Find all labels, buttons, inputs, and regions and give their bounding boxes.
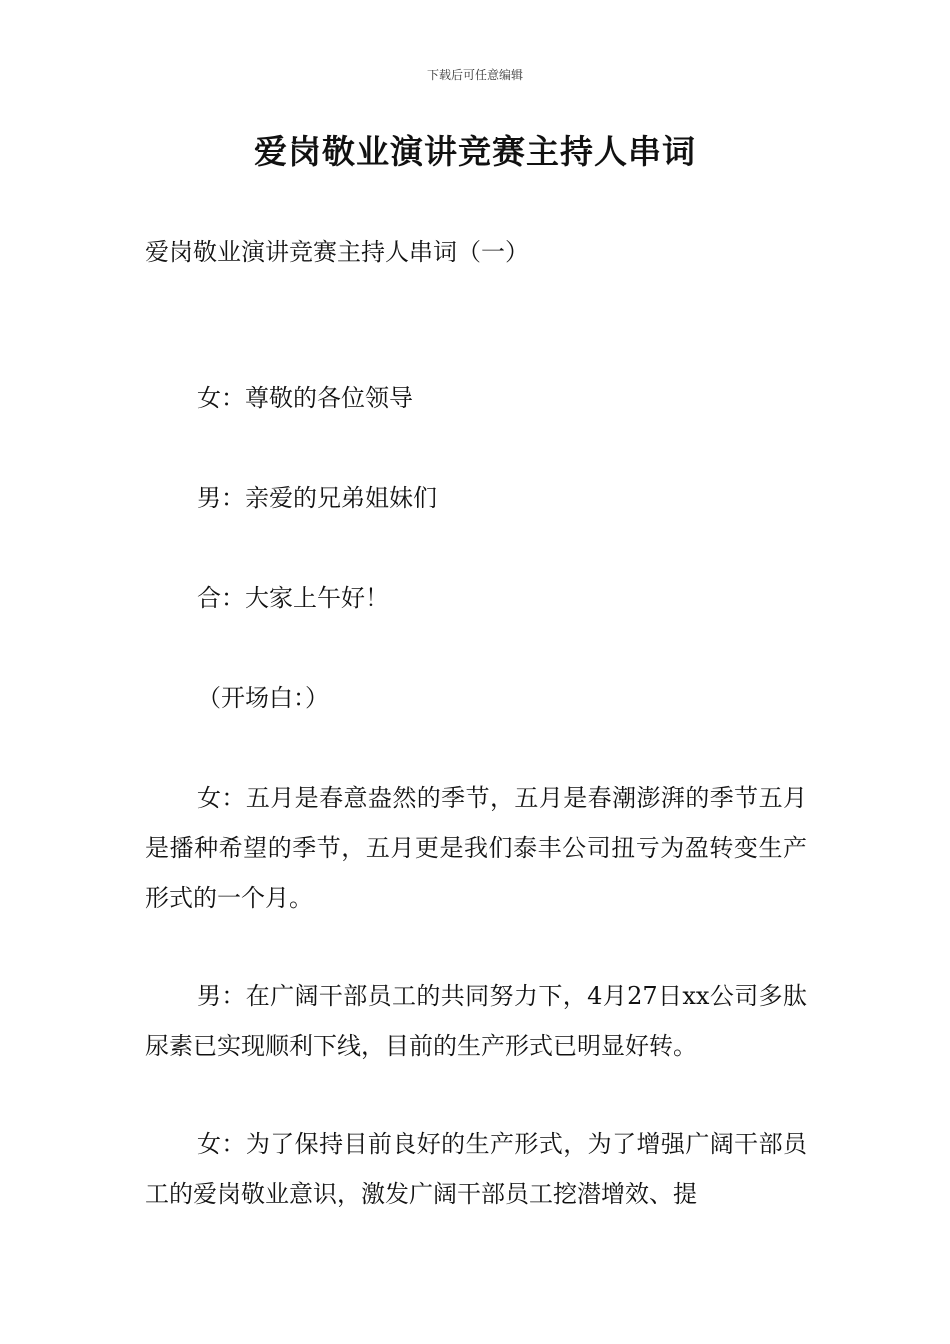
paragraph-opening-label: （开场白：）: [197, 684, 329, 712]
document-subtitle: 爱岗敬业演讲竞赛主持人串词（一）: [145, 238, 529, 266]
paragraph-dedication: 女：为了保持目前良好的生产形式，为了增强广阔干部员工的爱岗敬业意识，激发广阔干部员工挖潜增效、提: [145, 1130, 807, 1208]
document-title: 爱岗敬业演讲竞赛主持人串词: [254, 132, 696, 171]
paragraph-female-greeting: 女：尊敬的各位领导: [197, 384, 413, 412]
paragraph-production-status: 男：在广阔干部员工的共同努力下，4月27日xx公司多肽尿素已实现顺利下线，目前的生产形式已明显好转。: [145, 982, 807, 1060]
paragraph-male-greeting: 男：亲爱的兄弟姐妹们: [197, 484, 437, 512]
header-note: 下载后可任意编辑: [426, 68, 523, 82]
paragraph-joint-greeting: 合：大家上午好！: [197, 584, 389, 612]
paragraph-may-season: 女：五月是春意盎然的季节，五月是春潮澎湃的季节五月是播种希望的季节，五月更是我们泰丰公司扭亏为盈转变生产形式的一个月。: [145, 784, 807, 912]
